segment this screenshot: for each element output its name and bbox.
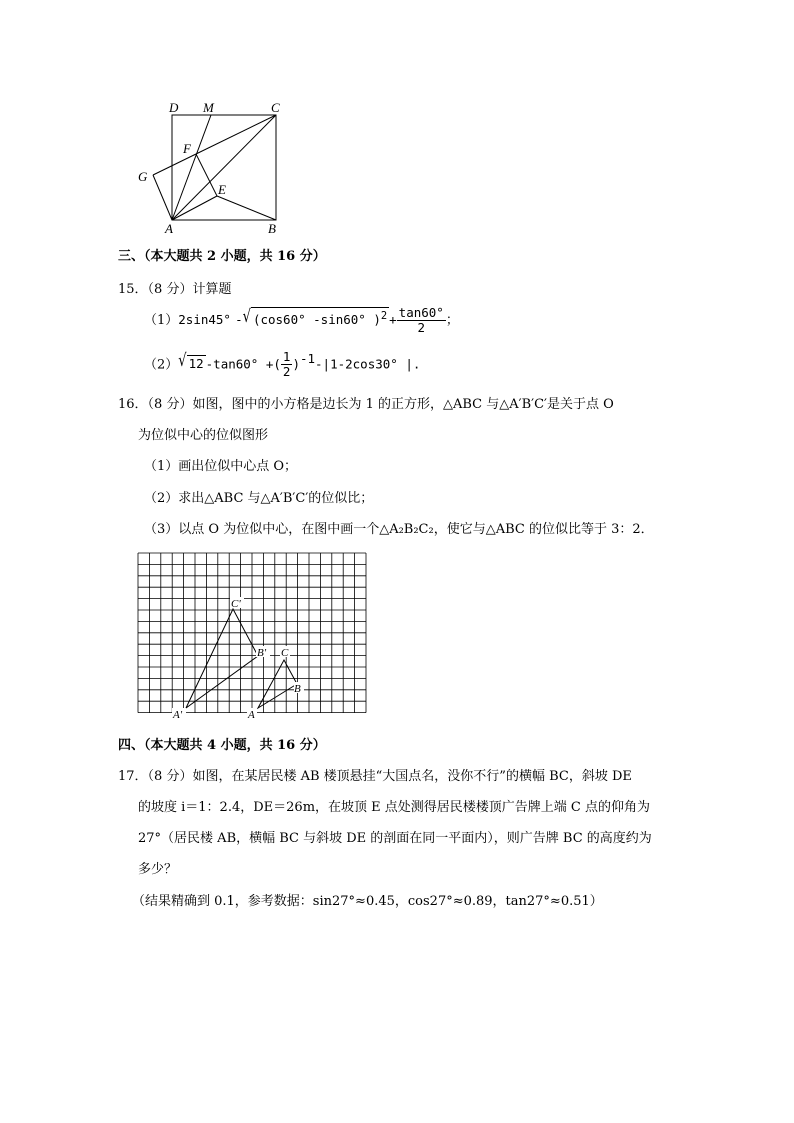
grid-label-a-prime: A' [173,709,183,721]
sqrt-radicand: (cos60° -sin60° )$^2$ [251,307,389,328]
question-16-sub-2: （2）求出△ABC 与△A′B′C′的位似比； [144,491,374,506]
point-label-b: B [268,221,276,236]
question-17-reference-data: （结果精确到 0.1，参考数据：sin27°≈0.45，cos27°≈0.89，tan27°≈0.51） [132,894,603,909]
minus-sign: - [235,312,243,327]
question-16-line-1: 16．（8 分）如图，图中的小方格是边长为 1 的正方形，△ABC 与△A′B′C′是关于点 O [118,397,614,412]
segment-fe [196,154,217,196]
close-paren: ) [292,356,300,372]
point-label-d: D [169,100,179,115]
term-2sin45: 2sin45° [178,312,231,327]
part-number: （2） [144,357,179,373]
point-label-m: M [203,100,214,115]
point-label-g: G [138,169,148,184]
fraction-tan60-over-2: $\frac{\tan 60^\circ}{2}$ [398,305,444,335]
segment-fc [196,115,276,154]
fraction-one-half: $\frac{1}{2}$ [282,349,291,380]
part-number: （1） [144,313,179,328]
square-grid-figure [136,551,368,721]
sqrt-12: 12 [188,356,204,372]
grid-label-c: C [281,647,289,659]
grid-label-c-prime: C' [231,598,241,610]
question-15-stem: 15．（8 分）计算题 [118,282,232,297]
question-16-sub-1: （1）画出位似中心点 O； [144,459,298,474]
plus-sign: + [389,312,397,327]
sqrt-symbol: √ [242,307,251,328]
question-16-sub-3: （3）以点 O 为位似中心，在图中画一个△A₂B₂C₂，使它与△ABC 的位似比等于 3：2． [144,522,654,537]
question-15-part-2 [144,350,420,386]
point-label-c: C [271,100,280,115]
grid-label-b: B [294,683,301,695]
semicolon: ； [445,313,459,328]
triangle-a-prime-b-prime-c-prime [186,609,258,708]
section-heading-4: 四、（本大题共 4 小题，共 16 分） [118,738,326,753]
question-17-line-4: 多少？ [138,862,178,877]
segment-eb [217,196,276,220]
segment-ac [172,115,276,220]
exponent-neg-1: -1 [299,351,316,366]
point-label-f: F [183,141,191,156]
grid-label-a: A [248,709,255,721]
segment-am [172,115,211,220]
section-heading-3: 三、（本大题共 2 小题，共 16 分） [118,249,326,264]
question-17-line-3: 27°（居民楼 AB，横幅 BC 与斜坡 DE 的剖面在同一平面内），则广告牌 BC 的高度约为 [138,831,652,846]
abs-term: -|1-2cos30° |. [315,356,421,372]
term-tan60: -tan60° +( [205,356,281,372]
segment-ga [153,175,172,220]
question-16-line-2: 为位似中心的位似图形 [138,428,269,443]
sqrt-symbol: √ [178,351,187,372]
grid-label-b-prime: B' [257,647,267,659]
point-label-a: A [165,221,173,236]
question-15-part-1 [144,306,459,342]
question-17-line-1: 17．（8 分）如图，在某居民楼 AB 楼顶悬挂“大国点名，没你不行”的横幅 BC，斜坡 DE [118,769,632,784]
question-17-line-2: 的坡度 i＝1：2.4，DE＝26m，在坡顶 E 点处测得居民楼楼顶广告牌上端 C 点的仰角为 [138,800,650,815]
point-label-e: E [218,182,226,197]
square-figure [130,95,300,240]
segment-ae [172,196,217,220]
